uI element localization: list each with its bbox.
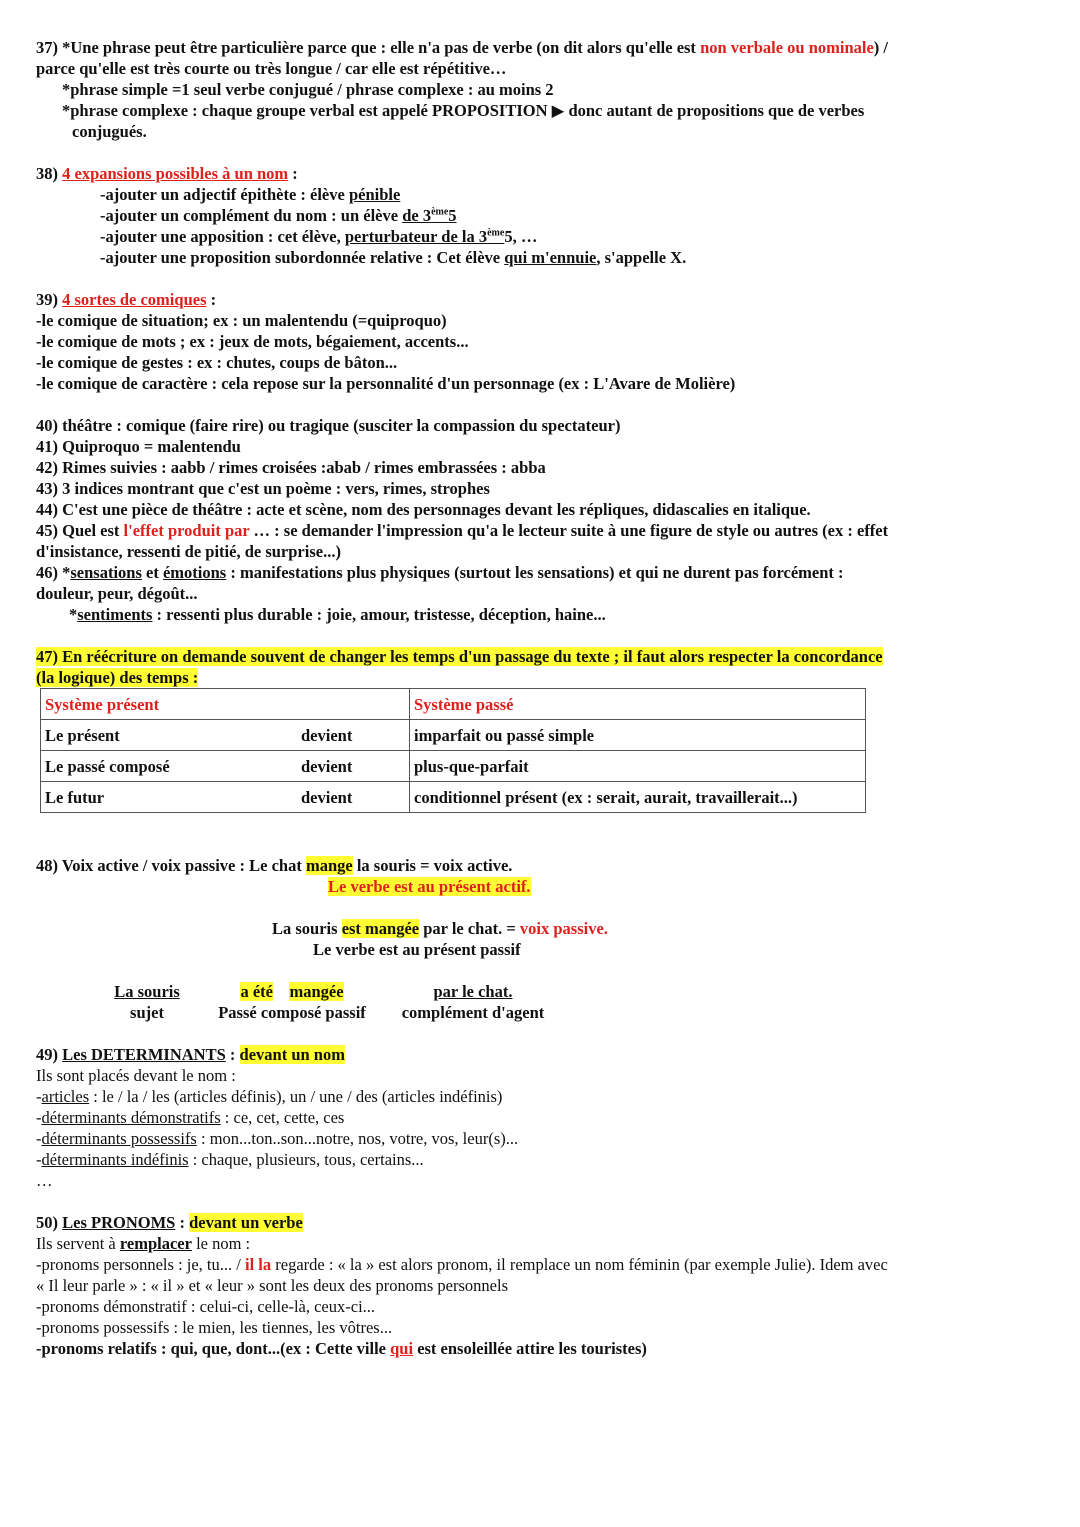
list-item: -déterminants démonstratifs : ce, cet, cette, ces — [36, 1108, 345, 1127]
list-item: -déterminants possessifs : mon...ton..son...notre, nos, votre, vos, leur(s)... — [36, 1129, 519, 1148]
q40: 40) théâtre : comique (faire rire) ou tragique (susciter la compassion du spectateur) — [36, 416, 621, 435]
section-37 — [36, 37, 1046, 142]
q39-title: 4 sortes de comiques — [62, 290, 207, 309]
q45: 45) Quel est l'effet produit par … : se demander l'impression qu'a le lecteur suite à une figure de style ou autres (ex : effet — [36, 521, 889, 540]
table-row: Le passé composé devient plus-que-parfait — [41, 751, 866, 782]
section-50: 50) Les PRONOMS : devant un verbe Ils servent à remplacer le nom : -pronoms personnels : je, tu... / il la regarde : « la » est alors pronom, il remplace un nom féminin (par exemple Julie). Idem avec « Il leur parle » : « il » et « leur » sont les deux des pronoms personnels -pronoms démonstratif : celui-ci, celle-là, ceux-ci... -pronoms possessifs : le mien, les tiennes, les vôtres... -pronoms relatifs : qui, que, dont...(ex : Cette ville qui est ensoleillée attire les touristes) — [36, 1212, 1046, 1359]
q38-item-2: -ajouter un complément du nom : un élève de 3ème5 — [100, 206, 457, 225]
q41: 41) Quiproquo = malentendu — [36, 437, 241, 456]
q48-passive-note: Le verbe est au présent passif — [313, 940, 521, 959]
sujet-block: La souris sujet — [114, 982, 180, 1022]
list-item: -déterminants indéfinis : chaque, plusieurs, tous, certains... — [36, 1150, 424, 1169]
q39-item: -le comique de gestes : ex : chutes, coups de bâton... — [36, 353, 398, 372]
ellipsis: … — [36, 1171, 53, 1190]
q47-line1: 47) En réécriture on demande souvent de changer les temps d'un passage du texte ; il faut alors respecter la concordance — [36, 647, 883, 666]
section-48 — [36, 855, 1046, 1023]
q49-intro: Ils sont placés devant le nom : — [36, 1066, 236, 1085]
q38-item-4: -ajouter une proposition subordonnée relative : Cet élève qui m'ennuie, s'appelle X. — [100, 248, 687, 267]
q38-title: 4 expansions possibles à un nom — [62, 164, 289, 183]
q45-line2: d'insistance, ressenti de pitié, de surprise...) — [36, 542, 341, 561]
table-header-cell — [297, 689, 410, 720]
q48-active: 48) Voix active / voix passive : Le chat mange la souris = voix active. — [36, 856, 513, 875]
q39-item: -le comique de situation; ex : un malentendu (=quiproquo) — [36, 311, 447, 330]
section-38: 38) 4 expansions possibles à un nom : -ajouter un adjectif épithète : élève pénible -ajouter un complément du nom : un élève de 3ème5 -ajouter une apposition : cet élève, perturbateur de la 3ème5, … -ajouter une proposition subordonnée relative : Cet élève qui m'ennuie, s'appelle X. — [36, 163, 1046, 268]
q39-item: -le comique de mots ; ex : jeux de mots, bégaiement, accents... — [36, 332, 469, 351]
q47-line2: (la logique) des temps : — [36, 668, 199, 687]
section-49: 49) Les DETERMINANTS : devant un nom Ils sont placés devant le nom : -articles : le / la / les (articles définis), un / une / des (articles indéfinis) -déterminants démonstratifs : ce, cet, cette, ces -déterminants possessifs : mon...ton..son...notre, nos, votre, vos, leur(s)... -déterminants indéfinis : chaque, plusieurs, tous, certains... … — [36, 1044, 1046, 1191]
q48-active-note: Le verbe est au présent actif. — [328, 877, 531, 896]
q46: 46) *sensations et émotions : manifestations plus physiques (surtout les sensations) et qui ne durent pas forcément : — [36, 563, 844, 582]
q37-line5: conjugués. — [72, 122, 147, 141]
q39-item: -le comique de caractère : cela repose sur la personnalité d'un personnage (ex : L'Avare de Molière) — [36, 374, 736, 393]
q37-line3: *phrase simple =1 seul verbe conjugué / phrase complexe : au moins 2 — [62, 80, 554, 99]
q37-text: 37) *Une phrase peut être particulière parce que : elle n'a pas de verbe (on dit alors qu'elle est — [36, 38, 701, 57]
q48-analysis — [36, 981, 1046, 1023]
q46-line3: *sentiments : ressenti plus durable : joie, amour, tristesse, déception, haine... — [69, 605, 606, 624]
q50-title: Les PRONOMS — [62, 1213, 176, 1232]
q50-line4: -pronoms possessifs : le mien, les tiennes, les vôtres... — [36, 1318, 393, 1337]
q50-line2: « Il leur parle » : « il » et « leur » sont les deux des pronoms personnels — [36, 1276, 508, 1295]
q44: 44) C'est une pièce de théâtre : acte et scène, nom des personnages devant les répliques, didascalies en italique. — [36, 500, 811, 519]
q50-intro: Ils servent à remplacer le nom : — [36, 1234, 251, 1253]
section-39: 39) 4 sortes de comiques : -le comique de situation; ex : un malentendu (=quiproquo) -le comique de mots ; ex : jeux de mots, bégaiement, accents... -le comique de gestes : ex : chutes, coups de bâton... -le comique de caractère : cela repose sur la personnalité d'un personnage (ex : L'Avare de Molière) — [36, 289, 1046, 394]
q50-line1: -pronoms personnels : je, tu... / il la regarde : « la » est alors pronom, il remplace un nom féminin (par exemple Julie). Idem avec — [36, 1255, 888, 1274]
q38-item-1: -ajouter un adjectif épithète : élève pénible — [100, 185, 401, 204]
q49-title: Les DETERMINANTS — [62, 1045, 226, 1064]
q50-line3: -pronoms démonstratif : celui-ci, celle-là, ceux-ci... — [36, 1297, 376, 1316]
q50-line5: -pronoms relatifs : qui, que, dont...(ex : Cette ville qui est ensoleillée attire les touristes) — [36, 1339, 647, 1358]
section-40-46 — [36, 415, 1046, 625]
verb-block: a été mangée Passé composé passif — [218, 982, 366, 1022]
table-header-row — [41, 689, 866, 720]
q38-item-3: -ajouter une apposition : cet élève, perturbateur de la 3ème5, … — [100, 227, 538, 246]
q37-line2: parce qu'elle est très courte ou très longue / car elle est répétitive… — [36, 59, 507, 78]
table-row: Le futur devient conditionnel présent (ex : serait, aurait, travaillerait...) — [41, 782, 866, 813]
q48-passive: La souris est mangée par le chat. = voix passive. — [272, 919, 608, 938]
document-page — [36, 37, 1046, 1359]
table-row: Le présent devient imparfait ou passé simple — [41, 720, 866, 751]
q43: 43) 3 indices montrant que c'est un poème : vers, rimes, strophes — [36, 479, 490, 498]
section-47 — [36, 646, 1046, 813]
q46-line2: douleur, peur, dégoût... — [36, 584, 198, 603]
agent-block: par le chat. complément d'agent — [401, 982, 545, 1022]
q42: 42) Rimes suivies : aabb / rimes croisées :abab / rimes embrassées : abba — [36, 458, 546, 477]
tense-concordance-table — [40, 688, 866, 813]
q37-red: non verbale ou nominale — [700, 38, 874, 57]
q37-line4: *phrase complexe : chaque groupe verbal est appelé PROPOSITION ▶ donc autant de propositions que de verbes — [62, 101, 865, 120]
q37-text-end: ) / — [873, 38, 889, 57]
table-header-cell: Système passé — [410, 689, 866, 720]
list-item: -articles : le / la / les (articles définis), un / une / des (articles indéfinis) — [36, 1087, 503, 1106]
table-header-cell: Système présent — [41, 689, 298, 720]
